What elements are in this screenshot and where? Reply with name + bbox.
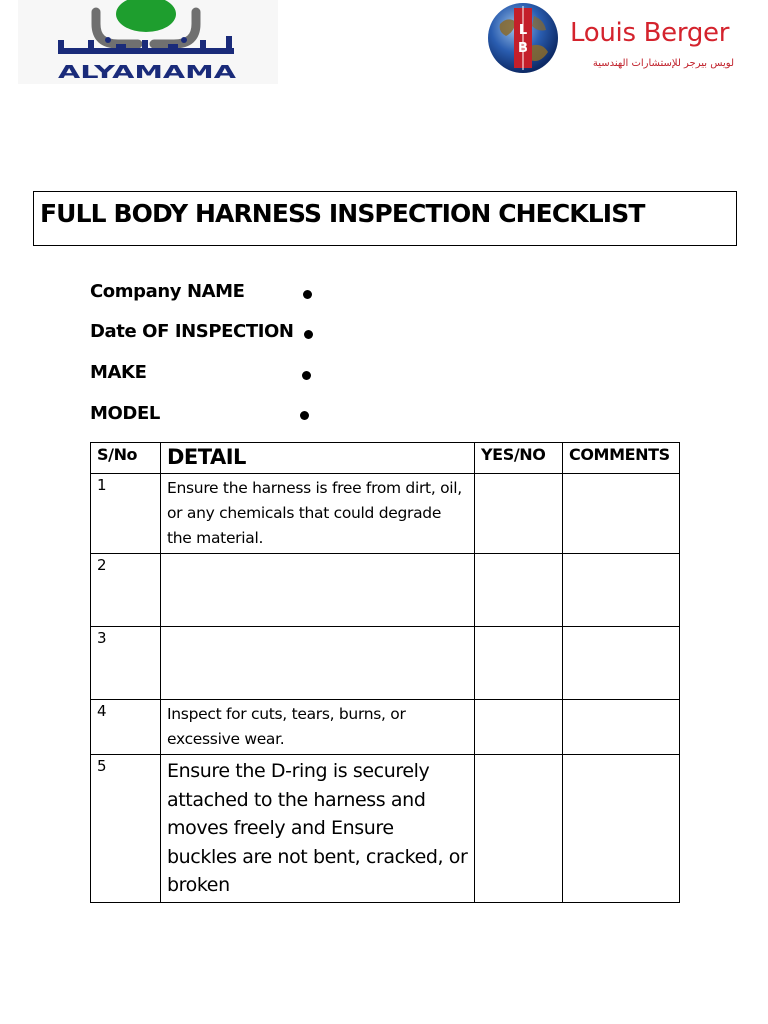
row-yesno-cell[interactable] bbox=[475, 700, 563, 755]
alyamama-logo bbox=[18, 0, 278, 84]
row-yesno-cell[interactable] bbox=[475, 755, 563, 903]
row-detail[interactable] bbox=[161, 627, 475, 700]
row-sno: 5 bbox=[91, 755, 161, 903]
company-name-bullet bbox=[303, 290, 312, 299]
louis-berger-arabic-tagline: لويس بيرجر للإستشارات الهندسية bbox=[592, 58, 734, 69]
globe-icon bbox=[486, 2, 560, 74]
header-yesno: YES/NO bbox=[475, 443, 563, 474]
table-row bbox=[91, 474, 680, 554]
row-sno: 3 bbox=[91, 627, 161, 700]
row-detail: Inspect for cuts, tears, burns, or excessive wear. bbox=[161, 700, 475, 755]
header-comments: COMMENTS bbox=[563, 443, 680, 474]
model-bullet bbox=[300, 411, 309, 420]
inspection-date-bullet bbox=[304, 330, 313, 339]
alyamama-latin-wordmark: ALYAMAMA bbox=[58, 62, 237, 83]
row-yesno-cell[interactable] bbox=[475, 474, 563, 554]
alyamama-logo-mark bbox=[18, 0, 278, 84]
row-sno: 4 bbox=[91, 700, 161, 755]
table-row bbox=[91, 627, 680, 700]
louis-berger-logo bbox=[486, 2, 746, 74]
row-detail[interactable] bbox=[161, 554, 475, 627]
louis-berger-wordmark: Louis Berger bbox=[570, 18, 730, 48]
row-comments-cell[interactable] bbox=[563, 755, 680, 903]
page-title: FULL BODY HARNESS INSPECTION CHECKLIST bbox=[40, 199, 645, 228]
model-label: MODEL bbox=[90, 403, 160, 424]
make-label: MAKE bbox=[90, 362, 147, 383]
lb-letter-l: L bbox=[518, 23, 528, 38]
table-header-row bbox=[91, 443, 680, 474]
header-detail: DETAIL bbox=[161, 443, 475, 474]
table-row bbox=[91, 755, 680, 903]
row-sno: 2 bbox=[91, 554, 161, 627]
row-comments-cell[interactable] bbox=[563, 554, 680, 627]
row-comments-cell[interactable] bbox=[563, 627, 680, 700]
row-yesno-cell[interactable] bbox=[475, 554, 563, 627]
lb-letter-b: B bbox=[518, 41, 528, 56]
table-row bbox=[91, 554, 680, 627]
table-row bbox=[91, 700, 680, 755]
row-comments-cell[interactable] bbox=[563, 700, 680, 755]
inspection-date-label: Date OF INSPECTION bbox=[90, 321, 294, 342]
row-comments-cell[interactable] bbox=[563, 474, 680, 554]
company-name-label: Company NAME bbox=[90, 281, 245, 302]
header-sno: S/No bbox=[91, 443, 161, 474]
title-box bbox=[33, 191, 737, 246]
inspection-checklist-table bbox=[90, 442, 680, 903]
row-detail: Ensure the D-ring is securely attached to the harness and moves freely and Ensure buckles are not bent, cracked, or broken bbox=[161, 755, 475, 903]
row-sno: 1 bbox=[91, 474, 161, 554]
make-bullet bbox=[302, 371, 311, 380]
row-yesno-cell[interactable] bbox=[475, 627, 563, 700]
row-detail: Ensure the harness is free from dirt, oil, or any chemicals that could degrade the material. bbox=[161, 474, 475, 554]
